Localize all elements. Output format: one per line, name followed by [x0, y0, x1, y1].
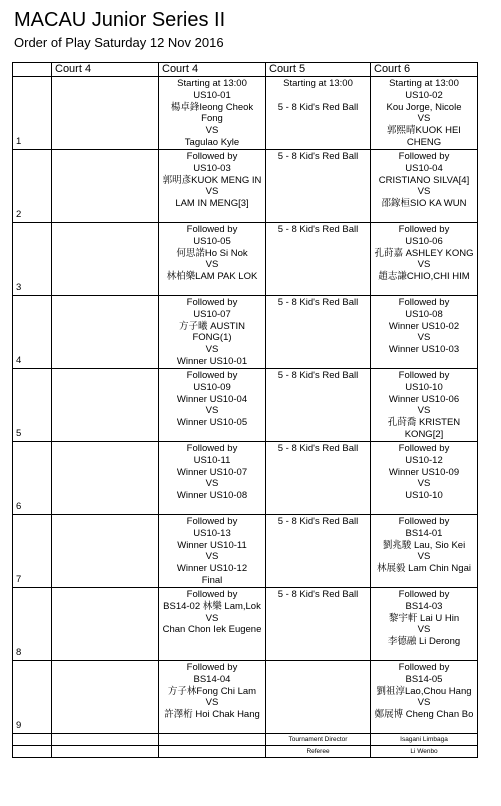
match-line: Winner US10-04 — [176, 393, 248, 405]
match-line: BS14-03 — [405, 600, 443, 612]
match-cell — [266, 588, 371, 661]
match-line: VS — [417, 478, 431, 490]
match-line: Followed by — [398, 516, 450, 527]
match-cell — [371, 442, 478, 515]
court-header-row — [13, 63, 478, 77]
match-cell — [52, 442, 159, 515]
match-cell — [371, 369, 478, 442]
match-cell — [371, 296, 478, 369]
match-line: Followed by — [398, 297, 450, 308]
court-header: Court 4 — [159, 63, 266, 77]
match-info — [159, 77, 265, 149]
match-cell — [159, 442, 266, 515]
match-line: Winner US10-02 — [388, 320, 460, 332]
match-cell — [52, 223, 159, 296]
match-line: 李德融 Li Derong — [387, 636, 461, 648]
match-line: Winner US10-08 — [176, 490, 248, 502]
match-line: Followed by — [186, 370, 238, 381]
match-line: Winner US10-06 — [388, 393, 460, 405]
match-line: VS — [205, 125, 219, 137]
match-cell — [159, 150, 266, 223]
match-line: US10-10 — [405, 490, 443, 502]
match-line: US10-10 — [405, 381, 443, 393]
slot-row — [13, 296, 478, 369]
match-line: VS — [205, 259, 219, 271]
slot-number: 9 — [13, 661, 52, 734]
match-line: 5 - 8 Kid's Red Ball — [277, 516, 359, 527]
match-line: Winner US10-03 — [388, 344, 460, 356]
match-info — [159, 661, 265, 721]
match-line: US10-02 — [405, 89, 443, 101]
match-line: US10-13 — [193, 527, 231, 539]
match-info — [371, 223, 477, 283]
match-line: US10-08 — [405, 308, 443, 320]
match-line: 孔莳喬 KRISTEN KONG[2] — [387, 417, 461, 440]
slot-row — [13, 150, 478, 223]
match-info — [52, 77, 158, 78]
footer-blank — [52, 734, 159, 746]
match-line: Starting at 13:00 — [283, 78, 353, 89]
slot-row — [13, 661, 478, 734]
match-info — [52, 661, 158, 662]
match-cell — [52, 150, 159, 223]
match-info — [159, 223, 265, 283]
slot-row — [13, 223, 478, 296]
match-cell — [266, 77, 371, 150]
match-line: 方子林Fong Chi Lam — [167, 685, 257, 697]
match-line: VS — [417, 405, 431, 417]
match-line: Final — [201, 574, 223, 586]
match-info — [266, 77, 370, 113]
match-line: 5 - 8 Kid's Red Ball — [277, 297, 359, 308]
match-line: 林展毅 Lam Chin Ngai — [377, 563, 471, 575]
match-line: Winner US10-05 — [176, 417, 248, 429]
match-line: 楊卓鋒Ieong Cheok Fong — [170, 101, 254, 125]
slot-row — [13, 515, 478, 588]
match-info — [266, 223, 370, 236]
match-line: Followed by — [186, 224, 238, 235]
match-line: Followed by — [398, 224, 450, 235]
match-line: Followed by — [186, 297, 238, 308]
match-info — [159, 369, 265, 429]
match-info — [52, 150, 158, 151]
match-line: US10-05 — [193, 235, 231, 247]
match-cell — [266, 515, 371, 588]
slot-rows — [13, 77, 478, 734]
match-info — [52, 223, 158, 224]
match-line: 劉祖淳Lao,Chou Hang — [376, 685, 472, 697]
match-cell — [159, 588, 266, 661]
match-line: US10-01 — [193, 89, 231, 101]
match-line: 劉兆駿 Lau, Sio Kei — [382, 539, 466, 551]
match-line: US10-09 — [193, 381, 231, 393]
match-line: VS — [205, 344, 219, 356]
match-info — [52, 588, 158, 589]
match-line: 5 - 8 Kid's Red Ball — [277, 224, 359, 235]
match-cell — [52, 588, 159, 661]
match-line: VS — [417, 113, 431, 125]
match-info — [266, 588, 370, 601]
match-line: US10-12 — [405, 454, 443, 466]
match-line: Winner US10-01 — [176, 355, 248, 367]
match-cell — [159, 77, 266, 150]
match-cell — [159, 515, 266, 588]
match-info — [266, 515, 370, 528]
match-line: VS — [417, 551, 431, 563]
match-line: 郭熙晴KUOK HEI CHENG — [387, 125, 461, 148]
slot-number: 8 — [13, 588, 52, 661]
footer-row-referee — [13, 746, 478, 758]
match-line: Winner US10-12 — [176, 563, 248, 575]
match-line: VS — [205, 405, 219, 417]
match-line: Followed by — [398, 589, 450, 600]
match-info — [371, 77, 477, 149]
slot-row — [13, 442, 478, 515]
slot-number: 6 — [13, 442, 52, 515]
match-cell — [371, 515, 478, 588]
match-line: 5 - 8 Kid's Red Ball — [277, 151, 359, 162]
match-line: VS — [417, 332, 431, 344]
match-info — [266, 150, 370, 163]
match-line: VS — [205, 478, 219, 490]
match-line: Chan Chon Iek Eugene — [162, 624, 262, 636]
match-line: Followed by — [186, 151, 238, 162]
referee-label: Referee — [266, 746, 371, 758]
slot-number: 4 — [13, 296, 52, 369]
match-line: VS — [417, 697, 431, 709]
match-line: BS14-04 — [193, 673, 231, 685]
match-info — [371, 296, 477, 356]
order-of-play-table — [12, 62, 478, 758]
match-line: 5 - 8 Kid's Red Ball — [277, 589, 359, 600]
court-header: Court 4 — [52, 63, 159, 77]
match-line: 5 - 8 Kid's Red Ball — [277, 443, 359, 454]
match-line: 邵鎵桓SIO KA WUN — [381, 198, 467, 210]
court-header: Court 5 — [266, 63, 371, 77]
match-cell — [371, 150, 478, 223]
match-line: 方子曦 AUSTIN FONG(1) — [179, 320, 245, 344]
match-line: 黎宇軒 Lai U Hin — [388, 612, 460, 624]
footer-blank — [159, 734, 266, 746]
match-line: US10-11 — [193, 454, 231, 466]
match-line: Followed by — [186, 662, 238, 673]
match-info — [52, 442, 158, 443]
match-info — [159, 588, 265, 636]
match-line: US10-03 — [193, 162, 231, 174]
match-info — [371, 588, 477, 648]
match-line: 林柏樂LAM PAK LOK — [166, 271, 258, 283]
match-info — [371, 661, 477, 721]
match-info — [159, 150, 265, 210]
match-line: 5 - 8 Kid's Red Ball — [277, 370, 359, 381]
slot-number: 3 — [13, 223, 52, 296]
match-cell — [159, 661, 266, 734]
page-title: MACAU Junior Series II — [14, 9, 226, 31]
match-line: Followed by — [186, 443, 238, 454]
match-info — [266, 442, 370, 455]
match-info — [266, 296, 370, 309]
match-line: Tagulao Kyle — [184, 136, 240, 148]
match-cell — [266, 223, 371, 296]
match-cell — [266, 661, 371, 734]
match-line: 5 - 8 Kid's Red Ball — [277, 101, 359, 113]
match-line: VS — [205, 186, 219, 198]
match-line: Starting at 13:00 — [177, 78, 247, 89]
match-info — [159, 515, 265, 587]
match-cell — [371, 661, 478, 734]
match-cell — [266, 150, 371, 223]
match-cell — [52, 661, 159, 734]
match-line: Followed by — [398, 370, 450, 381]
match-line: Winner US10-07 — [176, 466, 248, 478]
match-cell — [266, 442, 371, 515]
match-info — [266, 369, 370, 382]
match-line: 何思諾Ho Si Nok — [176, 247, 248, 259]
match-cell — [52, 77, 159, 150]
footer-blank — [159, 746, 266, 758]
match-cell — [159, 223, 266, 296]
match-line: Winner US10-11 — [177, 539, 247, 551]
match-info — [371, 442, 477, 502]
slot-number: 2 — [13, 150, 52, 223]
match-line: BS14-01 — [405, 527, 443, 539]
match-line: Kou Jorge, Nicole — [386, 101, 462, 113]
match-cell — [371, 223, 478, 296]
match-info — [52, 515, 158, 516]
slot-row — [13, 369, 478, 442]
match-line: 許澤桁 Hoi Chak Hang — [164, 709, 260, 721]
referee-name: Li Wenbo — [371, 746, 478, 758]
match-line — [268, 90, 368, 102]
match-info — [159, 296, 265, 368]
match-line: Followed by — [398, 662, 450, 673]
match-line: 郭明彥KUOK MENG IN — [162, 174, 262, 186]
match-line: Followed by — [186, 589, 238, 600]
slot-number: 7 — [13, 515, 52, 588]
match-info — [371, 369, 477, 441]
match-info — [266, 661, 370, 662]
footer-blank — [52, 746, 159, 758]
match-line: BS14-05 — [405, 673, 443, 685]
slot-number: 1 — [13, 77, 52, 150]
corner-cell — [13, 63, 52, 77]
match-line: US10-07 — [193, 308, 231, 320]
director-name: Isagani Limbaga — [371, 734, 478, 746]
page-subtitle: Order of Play Saturday 12 Nov 2016 — [14, 35, 224, 50]
match-line: VS — [205, 697, 219, 709]
match-cell — [371, 588, 478, 661]
match-cell — [159, 369, 266, 442]
match-line: VS — [417, 186, 431, 198]
match-info — [52, 296, 158, 297]
court-header: Court 6 — [371, 63, 478, 77]
match-line: Starting at 13:00 — [389, 78, 459, 89]
match-line: Winner US10-09 — [388, 466, 460, 478]
match-cell — [52, 515, 159, 588]
match-line: CRISTIANO SILVA[4] — [378, 174, 470, 186]
match-cell — [266, 296, 371, 369]
director-label: Tournament Director — [266, 734, 371, 746]
match-info — [371, 150, 477, 210]
match-info — [371, 515, 477, 575]
match-cell — [159, 296, 266, 369]
match-line: Followed by — [398, 151, 450, 162]
match-line: VS — [417, 624, 431, 636]
footer-blank — [13, 734, 52, 746]
slot-row — [13, 588, 478, 661]
match-line: US10-06 — [405, 235, 443, 247]
match-line: BS14-02 林樂 Lam,Lok VS — [163, 600, 261, 624]
match-line: Followed by — [398, 443, 450, 454]
match-line: 鄭展博 Cheng Chan Bo — [374, 709, 474, 721]
match-info — [159, 442, 265, 502]
match-line: VS — [205, 551, 219, 563]
slot-row — [13, 77, 478, 150]
match-info — [52, 369, 158, 370]
match-line: Followed by — [186, 516, 238, 527]
match-cell — [52, 369, 159, 442]
match-line: 孔莳嘉 ASHLEY KONG VS — [374, 247, 474, 271]
match-line: 趙志謙CHIO,CHI HIM — [378, 271, 470, 283]
slot-number: 5 — [13, 369, 52, 442]
match-line: LAM IN MENG[3] — [175, 198, 249, 210]
match-cell — [52, 296, 159, 369]
match-cell — [371, 77, 478, 150]
match-cell — [266, 369, 371, 442]
match-line: US10-04 — [405, 162, 443, 174]
footer-row-director — [13, 734, 478, 746]
footer-blank — [13, 746, 52, 758]
